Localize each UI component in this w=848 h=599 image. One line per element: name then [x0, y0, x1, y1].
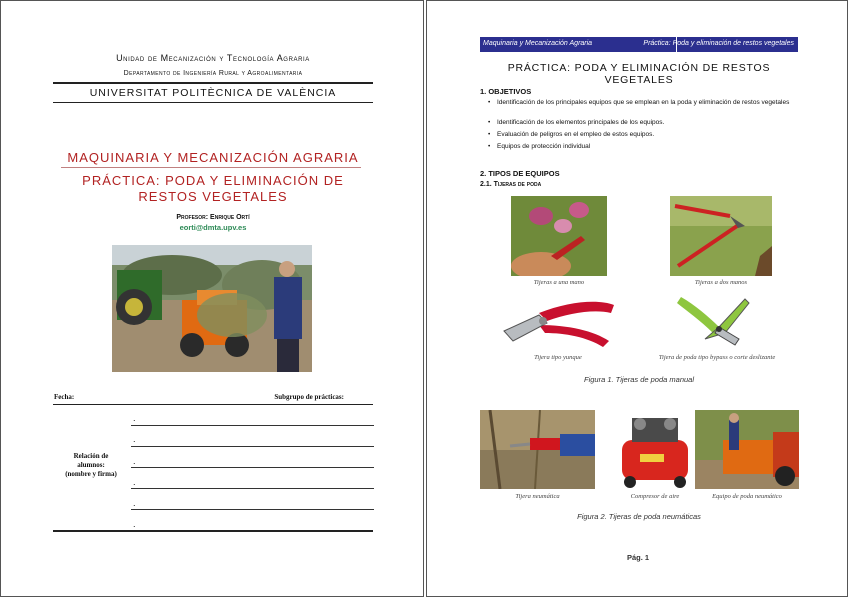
photo-bypass-shears: [675, 291, 755, 349]
photo-pneumatic-shears: [480, 410, 595, 489]
subject-title: MAQUINARIA Y MECANIZACIÓN AGRARIA: [67, 150, 359, 165]
photo-anvil-shears: [499, 291, 617, 349]
unit-name: Unidad de Mecanización y Tecnología Agraria: [116, 53, 310, 63]
caption-bypass: Tijera de poda tipo bypass o corte deslizante: [658, 354, 776, 361]
divider: [61, 167, 361, 168]
students-label-line: (nombre y firma): [65, 470, 117, 478]
form-header: [54, 393, 374, 401]
cover-photo-chipper: [112, 245, 312, 372]
header-practice: Práctica: Poda y eliminación de restos vegetales: [643, 40, 794, 47]
form-top-line: [53, 404, 373, 405]
caption-pneumatic: Tijera neumática: [515, 493, 560, 500]
cover-page: [0, 0, 424, 597]
practice-title-line: PRÁCTICA: PODA Y ELIMINACIÓN DE: [82, 173, 344, 188]
practice-title-line: RESTOS VEGETALES: [138, 189, 288, 204]
divider: [53, 102, 373, 103]
fecha-label: Fecha:: [54, 393, 75, 401]
section-objectives: 1. OBJETIVOS: [480, 87, 532, 96]
objective-item: [488, 119, 797, 127]
content-page: [426, 0, 848, 597]
photo-pneumatic-kit: [695, 410, 799, 489]
professor-name: Profesor: Enrique Ortí: [176, 214, 250, 221]
objective-item: [488, 99, 797, 107]
student-slot-marker: .: [133, 413, 136, 423]
objective-item: [488, 131, 797, 139]
objective-item: [488, 143, 797, 151]
bullet: •: [488, 99, 491, 106]
professor-email[interactable]: eorti@dmta.upv.es: [179, 223, 247, 232]
page-number: Pág. 1: [626, 553, 650, 562]
caption-one-hand: Tijeras a una mano: [533, 279, 585, 286]
student-line[interactable]: [131, 425, 374, 426]
page-title: PRÁCTICA: PODA Y ELIMINACIÓN DE RESTOS VEGETALES: [507, 62, 771, 86]
student-slot-marker: .: [133, 498, 136, 508]
student-line[interactable]: [131, 446, 374, 447]
student-slot-marker: .: [133, 477, 136, 487]
students-label-line: Relación de: [73, 452, 109, 460]
students-label-line: alumnos:: [77, 461, 105, 469]
student-line[interactable]: [131, 467, 374, 468]
student-slot-marker: .: [133, 456, 136, 466]
caption-compressor: Compresor de aire: [630, 493, 680, 500]
student-line[interactable]: [131, 509, 374, 510]
running-header: [480, 37, 798, 52]
objective-text: Evaluación de peligros en el empleo de estos equipos.: [497, 131, 655, 138]
bullet: •: [488, 119, 491, 126]
university-name: UNIVERSITAT POLITÈCNICA DE VALÈNCIA: [89, 87, 337, 99]
objective-text: Identificación de los elementos principales de los equipos.: [497, 119, 665, 126]
photo-air-compressor: [610, 410, 700, 489]
practice-title: [1, 173, 425, 205]
divider: [53, 82, 373, 84]
objective-text: Identificación de los principales equipos que se emplean en la poda y eliminación de restos vegetales: [497, 99, 790, 106]
caption-anvil: Tijera tipo yunque: [534, 354, 582, 361]
department-name: Departamento de Ingeniería Rural y Agroalimentaria: [123, 70, 303, 77]
caption-pneumatic-kit: Equipo de poda neumático: [712, 493, 782, 500]
figure-1-caption: Figura 1. Tijeras de poda manual: [584, 375, 694, 384]
photo-one-hand-shears: [511, 196, 607, 276]
bullet: •: [488, 131, 491, 138]
bullet: •: [488, 143, 491, 150]
students-label: [46, 452, 136, 479]
subgrupo-label: Subgrupo de prácticas:: [274, 393, 344, 401]
student-slot-marker: .: [133, 519, 136, 529]
section-equipment: 2. TIPOS DE EQUIPOS: [480, 169, 560, 178]
objective-text: Equipos de protección individual: [497, 143, 591, 150]
figure-2-caption: Figura 2. Tijeras de poda neumáticas: [577, 512, 701, 521]
student-line[interactable]: [131, 488, 374, 489]
header-course: Maquinaria y Mecanización Agraria: [483, 40, 593, 47]
photo-two-hand-shears: [670, 196, 772, 276]
subsection-pruning-shears: 2.1. Tijeras de poda: [480, 181, 542, 188]
form-bottom-line: [53, 530, 373, 532]
caption-two-hands: Tijeras a dos manos: [694, 279, 748, 286]
student-slot-marker: .: [133, 434, 136, 444]
